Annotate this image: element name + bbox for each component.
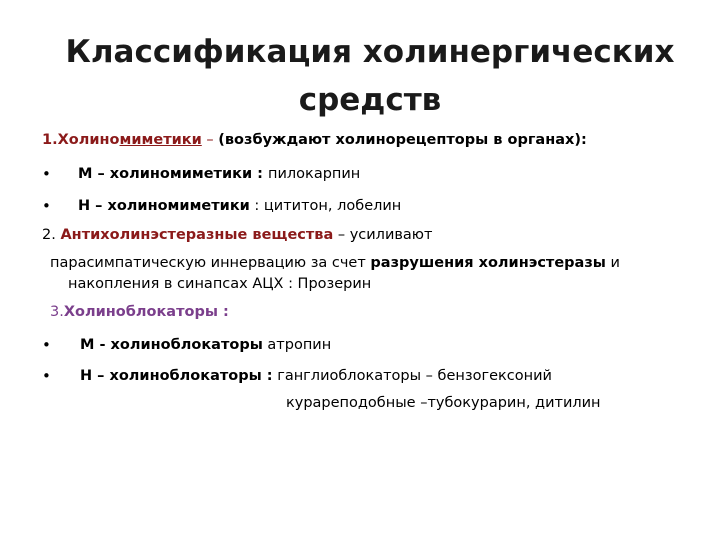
item-2-heading	[42, 226, 432, 244]
item-2-desc-line-2	[50, 254, 620, 272]
item-1-sub-1-value: пилокарпин	[268, 166, 361, 182]
item-2-name: Антихолинэстеразные вещества	[60, 227, 334, 243]
item-1-dash: –	[201, 132, 219, 148]
item-3-heading	[50, 303, 229, 321]
item-3-sub-1-value: атропин	[262, 337, 332, 353]
bullet-icon: •	[42, 367, 51, 385]
item-2-desc-3: накопления в синапсах АЦХ : Прозерин	[68, 276, 372, 292]
item-1-sub-1-label: М – холиномиметики :	[78, 166, 269, 182]
item-1-desc: (возбуждают холинорецепторы в органах):	[218, 132, 587, 148]
bullet-icon: •	[42, 197, 51, 215]
item-3-name: Холиноблокаторы :	[63, 304, 229, 320]
item-2-desc-1: усиливают	[349, 227, 433, 243]
item-1-number: 1.	[42, 132, 58, 148]
item-2-desc-line-3	[68, 275, 371, 293]
item-1-sub-1	[78, 165, 360, 183]
item-1-name-part2: миметики	[119, 132, 202, 148]
title-line-1: Классификация холинергических	[65, 34, 675, 70]
bullet-icon: •	[42, 336, 51, 354]
item-2-dash: –	[333, 227, 350, 243]
item-3-extra: курареподобные –тубокурарин, дитилин	[286, 395, 601, 411]
item-2-desc-2-end: и	[605, 255, 620, 271]
item-3-sub-1-label: М - холиноблокаторы	[80, 337, 263, 353]
item-2-number: 2.	[42, 227, 61, 243]
item-2-desc-2-bold: разрушения холинэстеразы	[370, 255, 606, 271]
bullet-icon: •	[42, 165, 51, 183]
item-1-sub-2-label: Н – холиномиметики	[78, 198, 250, 214]
item-3-number: 3.	[50, 304, 64, 320]
item-1-sub-2	[78, 197, 401, 215]
item-1-sub-2-value: : цититон, лобелин	[249, 198, 402, 214]
slide-title	[40, 28, 700, 124]
item-3-sub-2	[80, 367, 552, 385]
item-3-sub-2-label: Н – холиноблокаторы :	[80, 368, 273, 384]
item-3-sub-1	[80, 336, 331, 354]
item-3-sub-2-value: ганглиоблокаторы – бензогексоний	[272, 368, 552, 384]
title-line-2: средств	[298, 82, 442, 118]
item-1-heading	[42, 131, 587, 149]
item-1-name-part1: Холино	[57, 132, 120, 148]
item-2-desc-2: парасимпатическую иннервацию за счет	[50, 255, 371, 271]
